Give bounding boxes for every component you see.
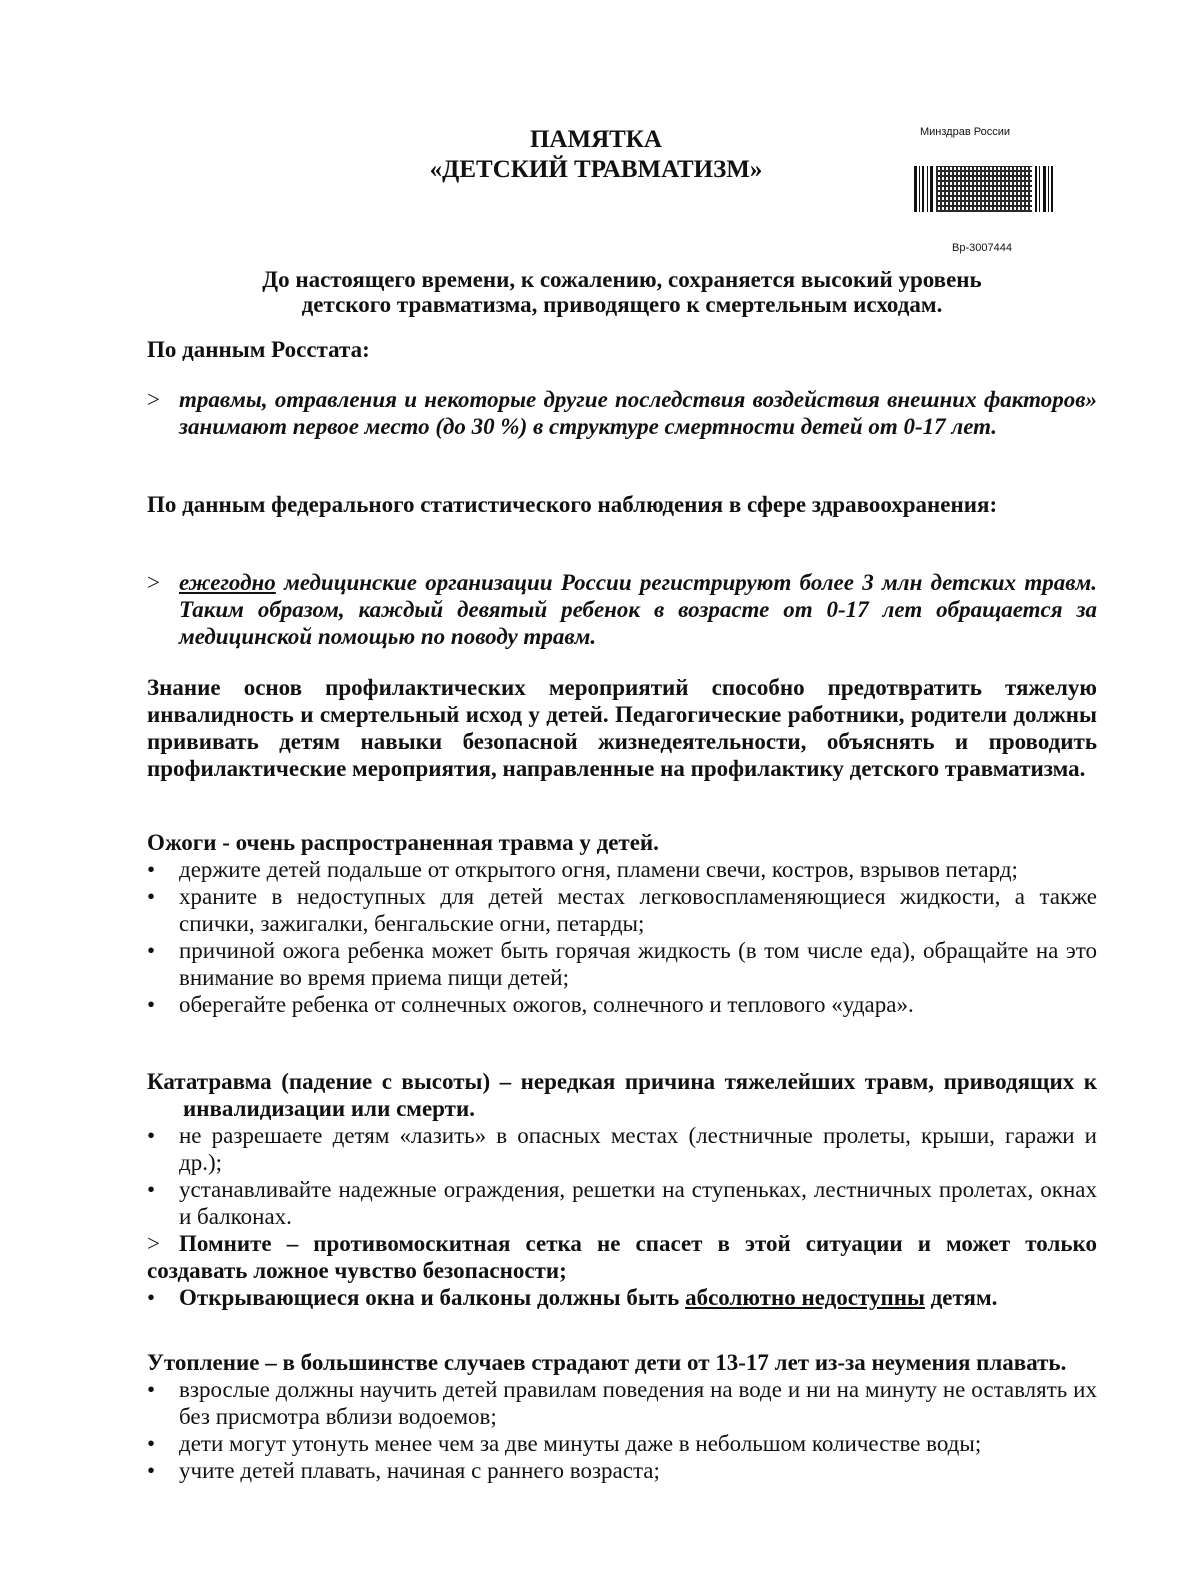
title-line-2: «ДЕТСКИЙ ТРАВМАТИЗМ»	[429, 156, 763, 183]
burns-heading: Ожоги - очень распространенная травма у детей.	[147, 830, 659, 855]
rosstat-item	[147, 386, 1097, 440]
falls-windows-underlined: абсолютно недоступны	[685, 1285, 925, 1310]
arrow-marker-icon: >	[147, 387, 160, 412]
list-item	[147, 883, 1097, 937]
arrow-marker-icon: >	[147, 570, 160, 595]
bullet-icon: •	[147, 1177, 156, 1202]
falls-heading: Кататравма (падение с высоты) – нередкая причина тяжелейших травм, приводящих к инвалидизации или смерти.	[147, 1069, 1097, 1121]
falls-windows-text: Открывающиеся окна и балконы должны быть	[179, 1285, 686, 1310]
list-item-text: устанавливайте надежные ограждения, решетки на ступеньках, лестничных пролетах, окнах и балконах.	[179, 1177, 1097, 1229]
list-item	[147, 991, 1097, 1018]
falls-warning	[147, 1230, 1097, 1284]
document-page	[147, 0, 1097, 1588]
falls-warning-text: Помните – противомоскитная сетка не спасет в этой ситуации и может только создавать ложное чувство безопасности;	[147, 1231, 1097, 1283]
bullet-icon: •	[147, 938, 156, 963]
bullet-icon: •	[147, 1123, 156, 1148]
knowledge-paragraph: Знание основ профилактических мероприятий способно предотвратить тяжелую инвалидность и смертельный исход у детей. Педагогические работники, родители должны прививать детям навыки безопасной жизнедеятельности, объяснять и проводить профилактические мероприятия, направленные на профилактику детского травматизма.	[147, 675, 1097, 781]
list-item-text: учите детей плавать, начиная с раннего возраста;	[179, 1458, 660, 1483]
list-item	[147, 1376, 1097, 1430]
lead-line-1: До настоящего времени, к сожалению, сохраняется высокий уровень	[262, 267, 982, 292]
list-item	[147, 856, 1097, 883]
falls-windows-end: детям.	[924, 1285, 998, 1310]
list-item	[147, 937, 1097, 991]
arrow-marker-icon: >	[147, 1231, 160, 1256]
federal-item	[147, 569, 1097, 650]
burns-section	[147, 829, 1097, 1018]
bullet-icon: •	[147, 992, 156, 1017]
bullet-icon: •	[147, 884, 156, 909]
list-item	[147, 1430, 1097, 1457]
stamp-org: Минздрав России	[920, 126, 1010, 138]
lead-line-2: детского травматизма, приводящего к смертельным исходам.	[301, 292, 943, 317]
barcode-icon	[914, 166, 1066, 212]
list-item-text: причиной ожога ребенка может быть горячая жидкость (в том числе еда), обращайте на это внимание во время приема пищи детей;	[179, 938, 1097, 990]
drowning-heading: Утопление – в большинстве случаев страдают дети от 13-17 лет из-за неумения плавать.	[147, 1350, 1067, 1375]
bullet-icon: •	[147, 1458, 156, 1483]
federal-heading: По данным федерального статистического наблюдения в сфере здравоохранения:	[147, 492, 998, 517]
list-item	[147, 1176, 1097, 1230]
bullet-icon: •	[147, 1431, 156, 1456]
list-item-text: взрослые должны научить детей правилам поведения на воде и ни на минуту не оставлять их без присмотра вблизи водоемов;	[179, 1377, 1097, 1429]
federal-underlined: ежегодно	[179, 570, 276, 595]
drowning-section	[147, 1349, 1097, 1484]
list-item	[147, 1122, 1097, 1176]
bullet-icon: •	[147, 1377, 156, 1402]
falls-section	[147, 1068, 1097, 1311]
list-item-text: держите детей подальше от открытого огня, пламени свечи, костров, взрывов петард;	[179, 857, 1018, 882]
list-item-text: храните в недоступных для детей местах легковоспламеняющиеся жидкости, а также спички, зажигалки, бенгальские огни, петарды;	[179, 884, 1097, 936]
list-item-text: не разрешаете детям «лазить» в опасных местах (лестничные пролеты, крыши, гаражи и др.);	[179, 1123, 1097, 1175]
falls-windows	[147, 1284, 1097, 1311]
bullet-icon: •	[147, 1285, 156, 1310]
list-item-text: оберегайте ребенка от солнечных ожогов, солнечного и теплового «удара».	[179, 992, 914, 1017]
title-line-1: ПАМЯТКА	[529, 126, 662, 153]
list-item	[147, 1457, 1097, 1484]
stamp-code: Вр-3007444	[952, 242, 1012, 254]
registration-stamp	[914, 126, 1064, 266]
bullet-icon: •	[147, 857, 156, 882]
lead-statement	[147, 267, 1097, 317]
rosstat-text: травмы, отравления и некоторые другие последствия воздействия внешних факторов» занимают первое место (до 30 %) в структуре смертности детей от 0-17 лет.	[179, 387, 1097, 439]
rosstat-heading: По данным Росстата:	[147, 337, 370, 362]
federal-text: медицинские организации России регистрируют более 3 млн детских травм. Таким образом, каждый девятый ребенок в возрасте от 0-17 лет обращается за медицинской помощью по поводу травм.	[179, 570, 1097, 649]
list-item-text: дети могут утонуть менее чем за две минуты даже в небольшом количестве воды;	[179, 1431, 982, 1456]
